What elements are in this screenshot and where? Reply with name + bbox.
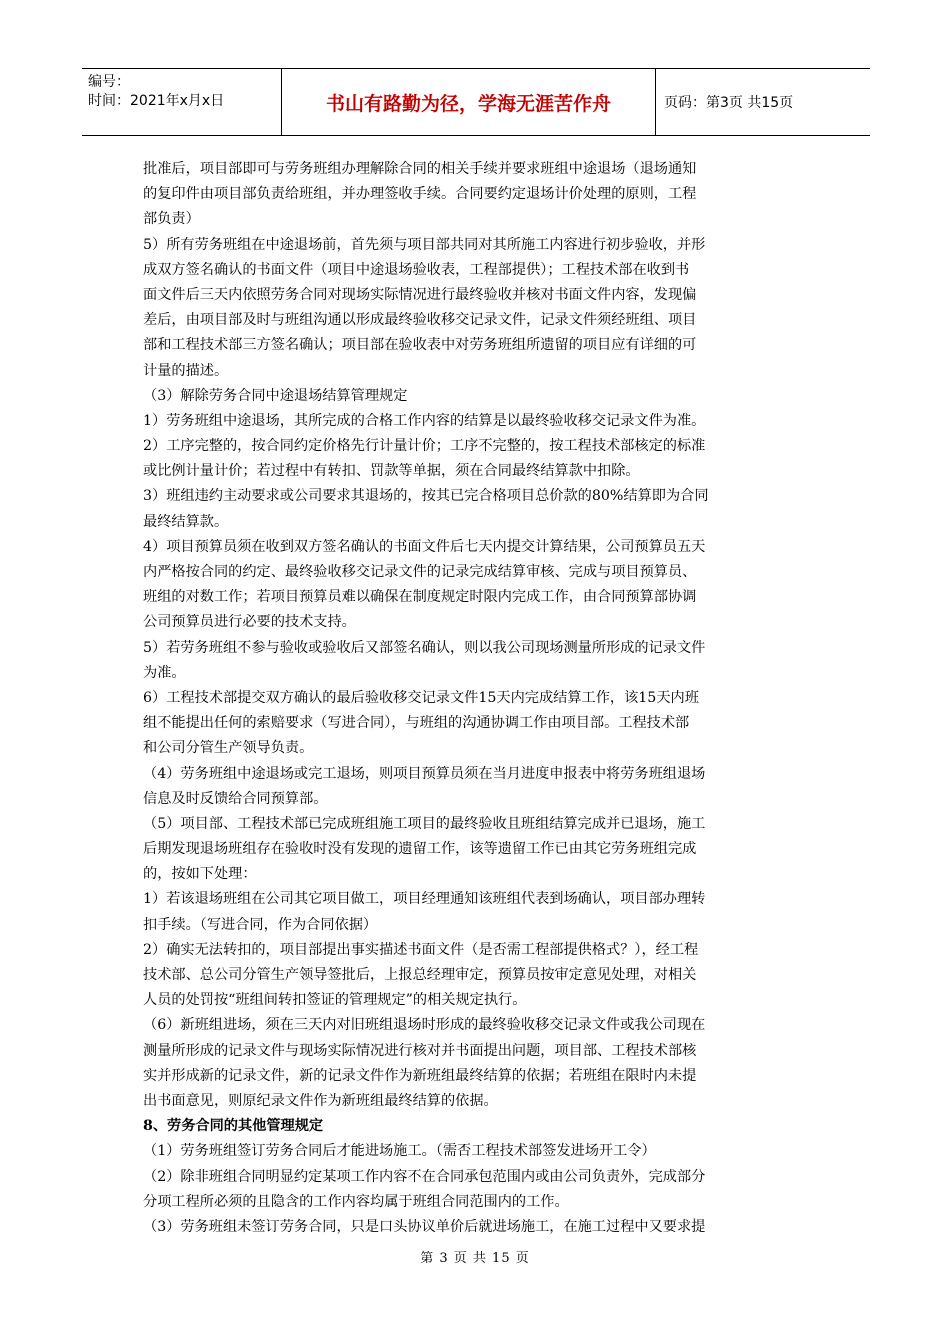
text-line: 最终结算款。 [143,513,229,530]
text-line: （1）劳务班组签订劳务合同后才能进场施工。（需否工程技术部签发进场开工令） [143,1143,656,1160]
text-line: 批准后，项目部即可与劳务班组办理解除合同的相关手续并要求班组中途退场（退场通知 [143,161,697,177]
page-footer: 第 3 页 共 15 页 [420,1251,530,1266]
text-line: 内严格按合同的约定、最终验收移交记录文件的记录完成结算审核、完成与项目预算员、 [143,564,697,580]
text-line: 1）劳务班组中途退场，其所完成的合格工作内容的结算是以最终验收移交记录文件为准。 [143,412,706,429]
text-line: 的，按如下处理： [143,866,257,883]
document-body [143,157,811,1240]
text-line: 差后，由项目部及时与班组沟通以形成最终验收移交记录文件，记录文件须经班组、项目 [143,312,697,329]
text-line: 实并形成新的记录文件，新的记录文件作为新班组最终结算的依据；若班组在限时内未提 [143,1067,697,1084]
text-line: 的复印件由项目部负责给班组，并办理签收手续。合同要约定退场计价处理的原则，工程 [143,186,697,203]
text-line: （2）除非班组合同明显约定某项工作内容不在合同承包范围内或由公司负责外，完成部分 [143,1168,706,1185]
text-line: 成双方签名确认的书面文件（项目中途退场验收表，工程部提供）；工程技术部在收到书 [143,261,690,278]
text-line: 或比例计量计价；若过程中有转扣、罚款等单据，须在合同最终结算款中扣除。 [143,463,640,480]
text-line: 测量所形成的记录文件与现场实际情况进行核对并书面提出问题，项目部、工程技术部核 [143,1042,697,1059]
text-line: （3）劳务班组未签订劳务合同，只是口头协议单价后就进场施工，在施工过程中又要求提 [143,1218,706,1235]
text-line: 6）工程技术部提交双方确认的最后验收移交记录文件15天内完成结算工作，该15天内班 [143,689,699,706]
section-heading: 8、劳务合同的其他管理规定 [143,1118,324,1135]
text-line: 4）项目预算员须在收到双方签名确认的书面文件后七天内提交计算结果，公司预算员五天 [143,538,706,555]
text-line: 班组的对数工作；若项目预算员难以确保在制度规定时限内完成工作，由合同预算部协调 [143,589,697,606]
document-date: 时间：2021年x月x日 [88,93,225,109]
text-line: 技术部、总公司分管生产领导签批后，上报总经理审定，预算员按审定意见处理，对相关 [143,967,697,983]
text-line: 面文件后三天内依照劳务合同对现场实际情况进行最终验收并核对书面文件内容，发现偏 [143,286,697,303]
header-meta [82,69,282,135]
text-line: 为准。 [143,664,186,681]
text-line: 出书面意见，则原纪录文件作为新班组最终结算的依据。 [143,1092,498,1109]
text-line: 分项工程所必须的且隐含的工作内容均属于班组合同范围内的工作。 [143,1193,569,1210]
text-line: 2）确实无法转扣的，项目部提出事实描述书面文件（是否需工程部提供格式？），经工程 [143,941,699,958]
page-header [82,68,870,136]
document-number-label: 编号： [88,74,130,90]
text-line: 后期发现退场班组存在验收时没有发现的遗留工作，该等遗留工作已由其它劳务班组完成 [143,841,697,858]
text-line: （6）新班组进场，须在三天内对旧班组退场时形成的最终验收移交记录文件或我公司现在 [143,1017,706,1034]
header-motto: 书山有路勤为径，学海无涯苦作舟 [282,69,656,135]
text-line: 和公司分管生产领导负责。 [143,740,314,757]
text-line: 部和工程技术部三方签名确认；项目部在验收表中对劳务班组所遗留的项目应有详细的可 [143,337,697,354]
header-page-info: 页码：第3页 共15页 [664,95,794,111]
text-line: （5）项目部、工程技术部已完成班组施工项目的最终验收且班组结算完成并已退场，施工 [143,815,706,832]
text-line: （3）解除劳务合同中途退场结算管理规定 [143,387,408,404]
text-line: 人员的处罚按“班组间转扣签证的管理规定”的相关规定执行。 [143,992,527,1009]
text-line: 信息及时反馈给合同预算部。 [143,790,328,807]
text-line: 1）若该退场班组在公司其它项目做工，项目经理通知该班组代表到场确认，项目部办理转 [143,891,706,908]
text-line: 3）班组违约主动要求或公司要求其退场的，按其已完合格项目总价款的80%结算即为合同 [143,488,709,505]
text-line: 5）所有劳务班组在中途退场前，首先须与项目部共同对其所施工内容进行初步验收，并形 [143,236,706,253]
text-line: 扣手续。（写进合同，作为合同依据） [143,916,378,933]
text-line: 公司预算员进行必要的技术支持。 [143,614,356,631]
text-line: 2）工序完整的，按合同约定价格先行计量计价；工序不完整的，按工程技术部核定的标准 [143,438,706,455]
text-line: 部负责） [143,211,200,228]
text-line: （4）劳务班组中途退场或完工退场，则项目预算员须在当月进度申报表中将劳务班组退场 [143,765,706,782]
text-line: 计量的描述。 [143,362,229,379]
text-line: 组不能提出任何的索赔要求（写进合同），与班组的沟通协调工作由项目部。工程技术部 [143,715,690,732]
text-line: 5）若劳务班组不参与验收或验收后又部签名确认，则以我公司现场测量所形成的记录文件 [143,639,706,656]
